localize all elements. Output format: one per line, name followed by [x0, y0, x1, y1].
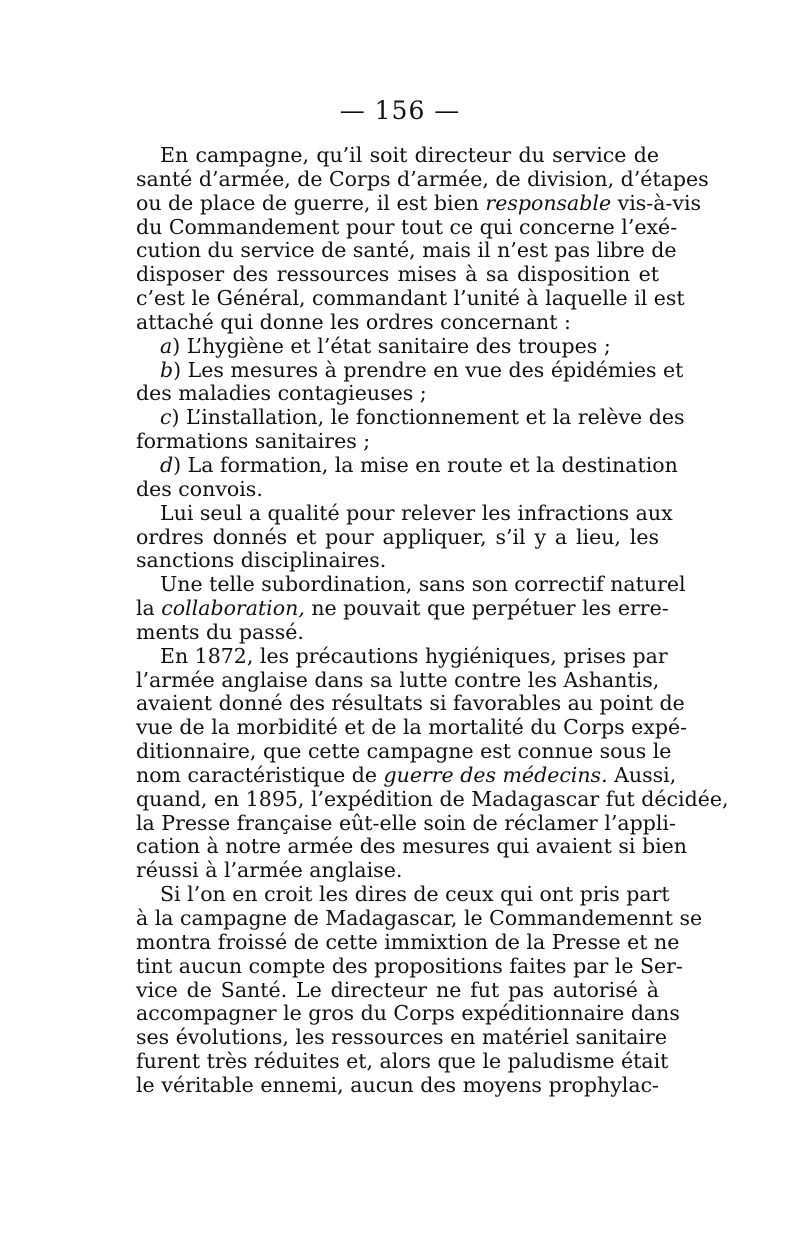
line-text: tint aucun compte des propositions faites par le Ser-: [136, 953, 683, 978]
line-text: ments du passé.: [136, 619, 304, 644]
text-line: [136, 979, 659, 1003]
enumeration-letter: b: [160, 357, 174, 382]
line-text: Si l’on en croit les dires de ceux qui ont pris part: [160, 882, 670, 907]
text-line: [136, 1025, 667, 1050]
line-text: quand, en 1895, l’expédition de Madagascar fut décidée,: [136, 786, 729, 811]
line-text: ordres donnés et pour appliquer, s’il y a lieu, les: [136, 524, 659, 549]
text-line: [136, 311, 659, 335]
line-text: réussi à l’armée anglaise.: [136, 858, 403, 883]
line-text: avaient donné des résultats si favorables au point de: [136, 691, 685, 716]
line-text: ditionnaire, que cette campagne est connue sous le: [136, 739, 672, 764]
line-text: ses évolutions, les ressources en matériel sanitaire: [136, 1025, 667, 1050]
line-text: cution du service de santé, mais il n’est pas libre de: [136, 238, 677, 263]
line-text: ) Les mesures à prendre en vue des épidémies et: [173, 357, 684, 382]
text-line: [136, 190, 702, 216]
text-line: [136, 1074, 659, 1098]
text-line: [136, 452, 678, 478]
text-line: [136, 526, 659, 550]
line-text: c’est le Général, commandant l’unité à laquelle il est: [136, 286, 685, 311]
italic-phrase: collaboration,: [161, 596, 305, 621]
line-text: En 1872, les précautions hygiéniques, prises par: [160, 643, 668, 668]
line-text: vice de Santé. Le directeur ne fut pas autorisé à: [136, 977, 659, 1002]
line-text: ) La formation, la mise en route et la destination: [173, 452, 678, 477]
line-text-after: Aussi,: [607, 762, 677, 787]
enumeration-letter: c: [160, 405, 172, 430]
text-line: [136, 335, 659, 359]
text-line: [136, 882, 670, 907]
line-text: des maladies contagieuses ;: [136, 381, 427, 406]
line-text: montra froissé de cette immixtion de la Presse et ne: [136, 929, 680, 954]
text-line: [136, 906, 703, 931]
line-text: ) L’hygiène et l’état sanitaire des troupes ;: [172, 333, 611, 358]
text-line: [136, 810, 676, 836]
text-line: [136, 834, 687, 859]
text-line: [136, 786, 729, 812]
text-line: [136, 691, 685, 716]
text-line: [136, 929, 680, 955]
text-line: [136, 715, 688, 740]
line-text: furent très réduites et, alors que le paludisme était: [136, 1049, 669, 1074]
text-line: [136, 263, 659, 287]
text-line: [136, 596, 669, 621]
page-number: — 156 —: [339, 96, 461, 125]
text-line: [136, 572, 686, 597]
line-text: à la campagne de Madagascar, le Commandemennt se: [136, 906, 703, 930]
line-text: la: [136, 596, 162, 621]
text-line: [136, 1049, 669, 1074]
line-text: du Commandement pour tout ce qui concerne l’exé-: [136, 214, 678, 239]
text-line: [136, 405, 685, 430]
text-line: [136, 549, 659, 573]
text-line: [136, 382, 659, 406]
text-line: [136, 166, 709, 192]
text-line: [136, 859, 659, 883]
line-text: disposer des ressources mises à sa disposition et: [136, 262, 659, 287]
line-text: le véritable ennemi, aucun des moyens prophylac-: [136, 1072, 659, 1097]
body-text: [136, 143, 729, 1098]
line-text: ) L’installation, le fonctionnement et la relève des: [171, 405, 685, 430]
line-text: des convois.: [136, 476, 263, 501]
line-text: En campagne, qu’il soit directeur du service de: [160, 143, 659, 167]
line-text: Une telle subordination, sans son correctif naturel: [160, 572, 686, 597]
line-text: la Presse française eût-elle soin de réclamer l’appli-: [136, 810, 676, 835]
line-text: sanctions disciplinaires.: [136, 548, 387, 573]
text-line: [136, 669, 659, 693]
text-line: [136, 430, 659, 454]
text-line: [136, 144, 659, 168]
text-line: [136, 478, 659, 502]
enumeration-letter: a: [160, 333, 173, 358]
line-text-after: ne pouvait que perpétuer les erre-: [304, 596, 669, 621]
line-text: vue de la morbidité et de la mortalité du Corps expé-: [136, 715, 688, 740]
text-line: [136, 238, 677, 263]
text-line: [136, 500, 673, 526]
text-line: [136, 621, 659, 645]
italic-phrase: responsable: [485, 190, 612, 215]
enumeration-letter: d: [160, 452, 174, 477]
text-line: [136, 762, 677, 788]
line-text: l’armée anglaise dans sa lutte contre les Ashantis,: [136, 667, 660, 692]
text-line: [136, 1001, 680, 1026]
text-line: [136, 643, 668, 669]
line-text: ou de place de guerre, il est bien: [136, 190, 486, 215]
text-line: [136, 214, 678, 240]
line-text: accompagner le gros du Corps expéditionnaire dans: [136, 1001, 680, 1026]
line-text: santé d’armée, de Corps d’armée, de division, d’étapes: [136, 166, 709, 191]
italic-phrase: guerre des médecins.: [383, 762, 608, 787]
text-line: [136, 739, 672, 764]
text-line: [136, 286, 685, 311]
line-text: Lui seul a qualité pour relever les infractions aux: [160, 500, 673, 525]
line-text: formations sanitaires ;: [136, 429, 371, 454]
line-text: cation à notre armée des mesures qui avaient si bien: [136, 834, 687, 859]
line-text-after: vis-à-vis: [611, 190, 702, 215]
text-line: [136, 953, 683, 979]
line-text: nom caractéristique de: [136, 762, 384, 787]
line-text: attaché qui donne les ordres concernant :: [136, 309, 571, 334]
text-line: [136, 357, 684, 383]
